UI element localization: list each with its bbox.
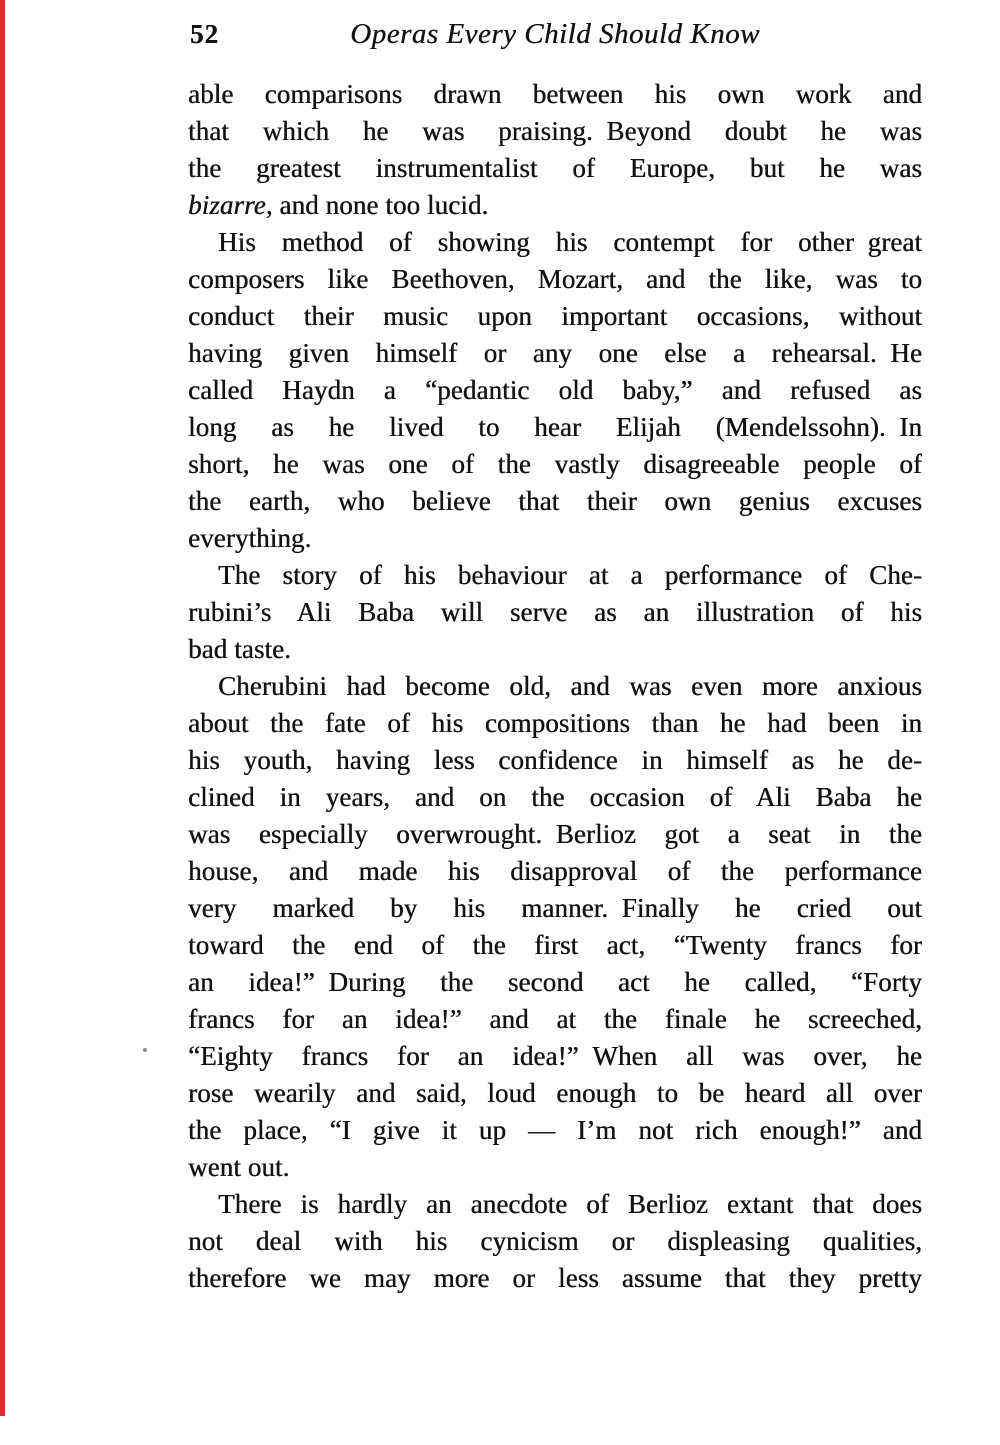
text-line: conduct their music upon important occasions, without	[188, 301, 922, 331]
text-line: bad taste.	[188, 634, 291, 664]
text-line: “Eighty francs for an idea!” When all was over, he	[188, 1041, 922, 1071]
text-line: clined in years, and on the occasion of Ali Baba he	[188, 782, 922, 812]
text-line: long as he lived to hear Elijah (Mendelssohn). In	[188, 412, 922, 442]
paragraph	[188, 76, 922, 224]
text-block	[188, 76, 922, 1297]
text-line: called Haydn a “pedantic old baby,” and refused as	[188, 375, 922, 405]
text-line: francs for an idea!” and at the finale he screeched,	[188, 1004, 922, 1034]
text-line: the greatest instrumentalist of Europe, but he was	[188, 153, 922, 183]
text-line: The story of his behaviour at a performance of Che-	[218, 560, 922, 590]
text-line: able comparisons drawn between his own work and	[188, 79, 922, 109]
text-line: the earth, who believe that their own genius excuses	[188, 486, 922, 516]
paragraph	[188, 668, 922, 1186]
text-line: rubini’s Ali Baba will serve as an illustration of his	[188, 597, 922, 627]
text-line: everything.	[188, 523, 312, 553]
text-line: therefore we may more or less assume that they pretty	[188, 1263, 922, 1293]
text-line: house, and made his disapproval of the performance	[188, 856, 922, 886]
italic-text: bizarre,	[188, 190, 273, 220]
text-line: the place, “I give it up — I’m not rich enough!” and	[188, 1115, 922, 1145]
scan-speck	[143, 1048, 147, 1052]
text-line: an idea!” During the second act he called, “Forty	[188, 967, 922, 997]
page-number: 52	[190, 19, 219, 49]
text-line: There is hardly an anecdote of Berlioz extant that does	[218, 1189, 922, 1219]
text-line: composers like Beethoven, Mozart, and the like, was to	[188, 264, 922, 294]
text-line: not deal with his cynicism or displeasing qualities,	[188, 1226, 922, 1256]
text-line: Cherubini had become old, and was even more anxious	[218, 671, 922, 701]
text-line: very marked by his manner. Finally he cried out	[188, 893, 922, 923]
text-line: his youth, having less confidence in himself as he de-	[188, 745, 922, 775]
text-line: about the fate of his compositions than he had been in	[188, 708, 922, 738]
text-line: short, he was one of the vastly disagreeable people of	[188, 449, 922, 479]
text-line: having given himself or any one else a rehearsal. He	[188, 338, 922, 368]
running-header	[188, 14, 922, 54]
text-line: that which he was praising. Beyond doubt he was	[188, 116, 922, 146]
text-line: His method of showing his contempt for other great	[218, 227, 922, 257]
header-title: Operas Every Child Should Know	[350, 18, 760, 50]
text-line: was especially overwrought. Berlioz got a seat in the	[188, 819, 922, 849]
text-line: rose wearily and said, loud enough to be heard all over	[188, 1078, 922, 1108]
paragraph	[188, 1186, 922, 1297]
text-line: toward the end of the first act, “Twenty francs for	[188, 930, 922, 960]
paragraph	[188, 224, 922, 557]
scan-edge-line	[0, 0, 5, 1416]
text-line: went out.	[188, 1152, 290, 1182]
text-line	[188, 187, 922, 224]
text-segment: and none too lucid.	[272, 190, 489, 220]
paragraph	[188, 557, 922, 668]
